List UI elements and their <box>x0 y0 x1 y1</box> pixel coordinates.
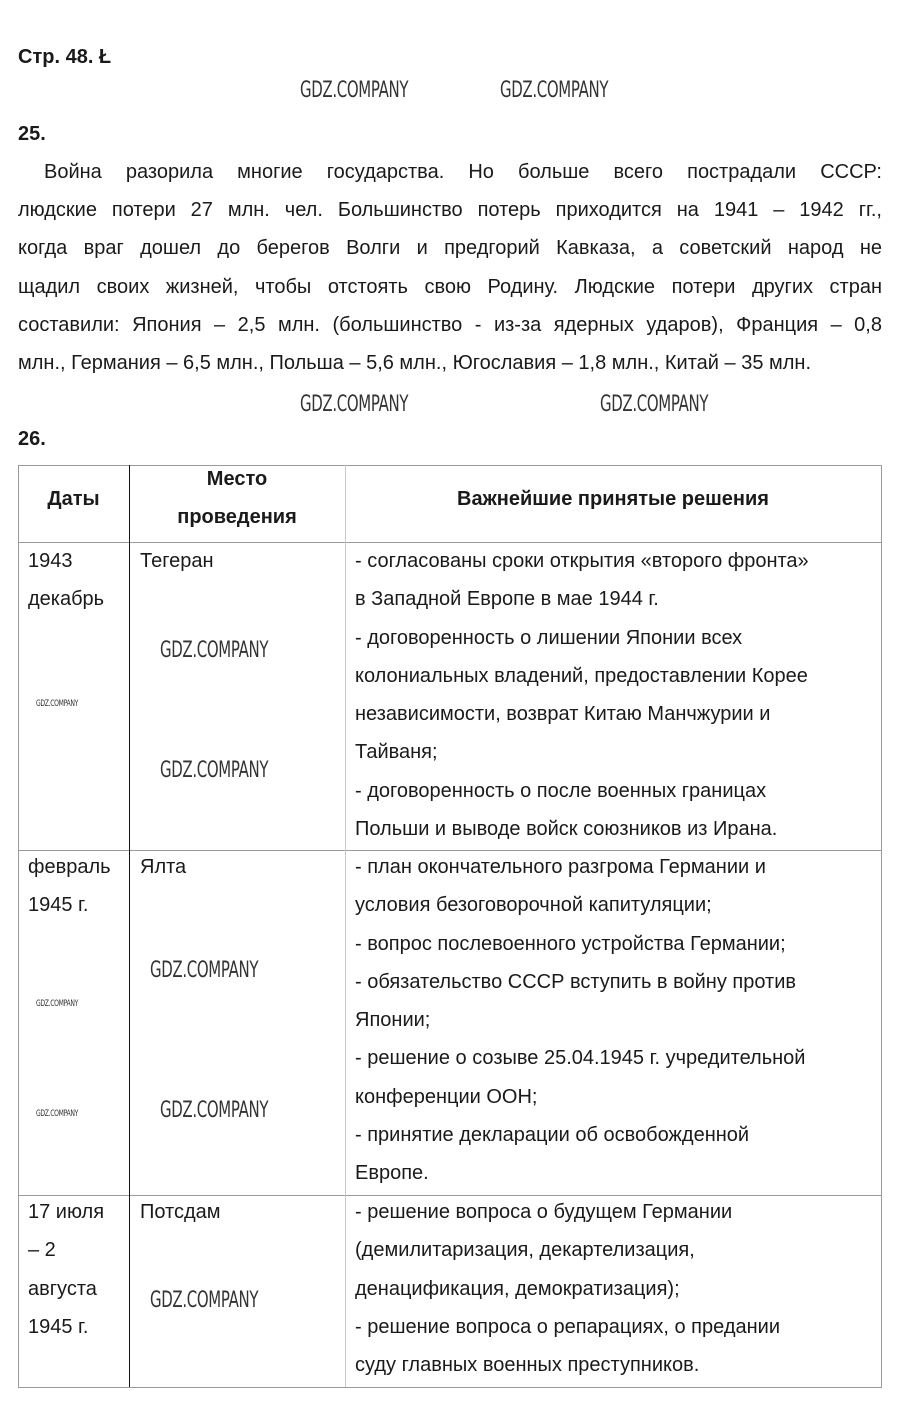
decisions-cell-line: - договоренность о после военных границах <box>355 779 767 802</box>
decisions-cell-line: конференции ООН; <box>355 1085 538 1108</box>
decisions-cell-line: Европе. <box>355 1162 429 1185</box>
header-place-line2: проведения <box>177 506 297 528</box>
decisions-cell-line: - договоренность о лишении Японии всех <box>355 626 743 649</box>
decisions-cell-line: Японии; <box>355 1009 431 1032</box>
paragraph-line: людские потери 27 млн. чел. Большинство потерь приходится на 1941 – 1942 гг., <box>18 199 882 222</box>
paragraph-line: когда враг дошел до берегов Волги и предгорий Кавказа, а советский народ не <box>18 237 882 260</box>
decisions-cell-line: - решение вопроса о будущем Германии <box>355 1201 733 1223</box>
watermark: GDZ.COMPANY <box>500 78 609 103</box>
decisions-cell <box>355 542 809 848</box>
task-26-number: 26. <box>18 428 46 450</box>
table-border <box>18 465 19 1387</box>
decisions-cell-line: - вопрос послевоенного устройства Германии; <box>355 932 786 955</box>
paragraph-line: щадил своих жизней, чтобы отстоять свою Родину. Людские потери других стран <box>18 275 882 298</box>
date-cell-line: февраль <box>28 856 111 878</box>
decisions-cell-line: денацификация, демократизация); <box>355 1277 680 1300</box>
table-border <box>881 465 882 1387</box>
decisions-cell-line: - согласованы сроки открытия «второго фронта» <box>355 550 809 572</box>
decisions-cell-line: колониальных владений, предоставлении Корее <box>355 664 808 687</box>
place-cell: Тегеран <box>140 550 214 572</box>
watermark: GDZ.COMPANY <box>36 699 79 709</box>
decisions-cell-line: - принятие декларации об освобожденной <box>355 1124 750 1147</box>
decisions-cell-line: - план окончательного разгрома Германии и <box>355 856 766 878</box>
column-divider <box>129 465 130 1387</box>
date-cell <box>28 1193 104 1346</box>
date-cell-line: 17 июля <box>28 1201 105 1223</box>
decisions-cell-line: - решение о созыве 25.04.1945 г. учредительной <box>355 1047 806 1070</box>
decisions-cell-line: - обязательство СССР вступить в войну против <box>355 970 796 993</box>
paragraph-line: Война разорила многие государства. Но больше всего пострадали СССР: <box>44 161 882 183</box>
page-reference: Стр. 48. Ł <box>18 46 112 68</box>
date-cell-line: декабрь <box>28 588 105 611</box>
decisions-cell-line: условия безоговорочной капитуляции; <box>355 894 712 917</box>
date-cell-line: 1945 г. <box>28 894 89 917</box>
decisions-cell-line: независимости, возврат Китаю Манчжурии и <box>355 703 771 726</box>
date-cell <box>28 542 104 619</box>
watermark: GDZ.COMPANY <box>160 758 269 783</box>
watermark: GDZ.COMPANY <box>150 958 259 983</box>
decisions-cell-line: Тайваня; <box>355 741 438 764</box>
date-cell-line: 1945 г. <box>28 1315 89 1338</box>
watermark: GDZ.COMPANY <box>36 1109 79 1119</box>
table-border <box>18 1387 882 1388</box>
column-divider <box>345 465 346 1387</box>
date-cell-line: – 2 <box>28 1239 56 1262</box>
watermark: GDZ.COMPANY <box>36 999 79 1009</box>
date-cell-line: августа <box>28 1277 97 1300</box>
decisions-cell <box>355 848 805 1193</box>
task-25-number: 25. <box>18 123 46 145</box>
paragraph-line: млн., Германия – 6,5 млн., Польша – 5,6 млн., Югославия – 1,8 млн., Китай – 35 млн. <box>18 351 812 374</box>
watermark: GDZ.COMPANY <box>160 638 269 663</box>
decisions-cell <box>355 1193 780 1384</box>
header-place-line1: Место <box>206 468 268 490</box>
place-cell: Ялта <box>140 856 187 878</box>
date-cell-line: 1943 <box>28 550 73 572</box>
watermark: GDZ.COMPANY <box>300 392 409 417</box>
place-cell: Потсдам <box>140 1201 221 1223</box>
date-cell <box>28 848 111 925</box>
header-decisions: Важнейшие принятые решения <box>457 488 769 510</box>
decisions-cell-line: Польши и выводе войск союзников из Ирана. <box>355 818 778 841</box>
decisions-cell-line: в Западной Европе в мае 1944 г. <box>355 588 659 611</box>
decisions-cell-line: - решение вопроса о репарациях, о предании <box>355 1315 780 1338</box>
header-dates: Даты <box>47 488 100 510</box>
paragraph-line: составили: Япония – 2,5 млн. (большинство - из-за ядерных ударов), Франция – 0,8 <box>18 313 882 336</box>
watermark: GDZ.COMPANY <box>160 1098 269 1123</box>
decisions-cell-line: суду главных военных преступников. <box>355 1354 700 1377</box>
decisions-cell-line: (демилитаризация, декартелизация, <box>355 1239 695 1262</box>
watermark: GDZ.COMPANY <box>150 1288 259 1313</box>
watermark: GDZ.COMPANY <box>600 392 709 417</box>
task-25-text <box>18 153 882 382</box>
watermark: GDZ.COMPANY <box>300 78 409 103</box>
